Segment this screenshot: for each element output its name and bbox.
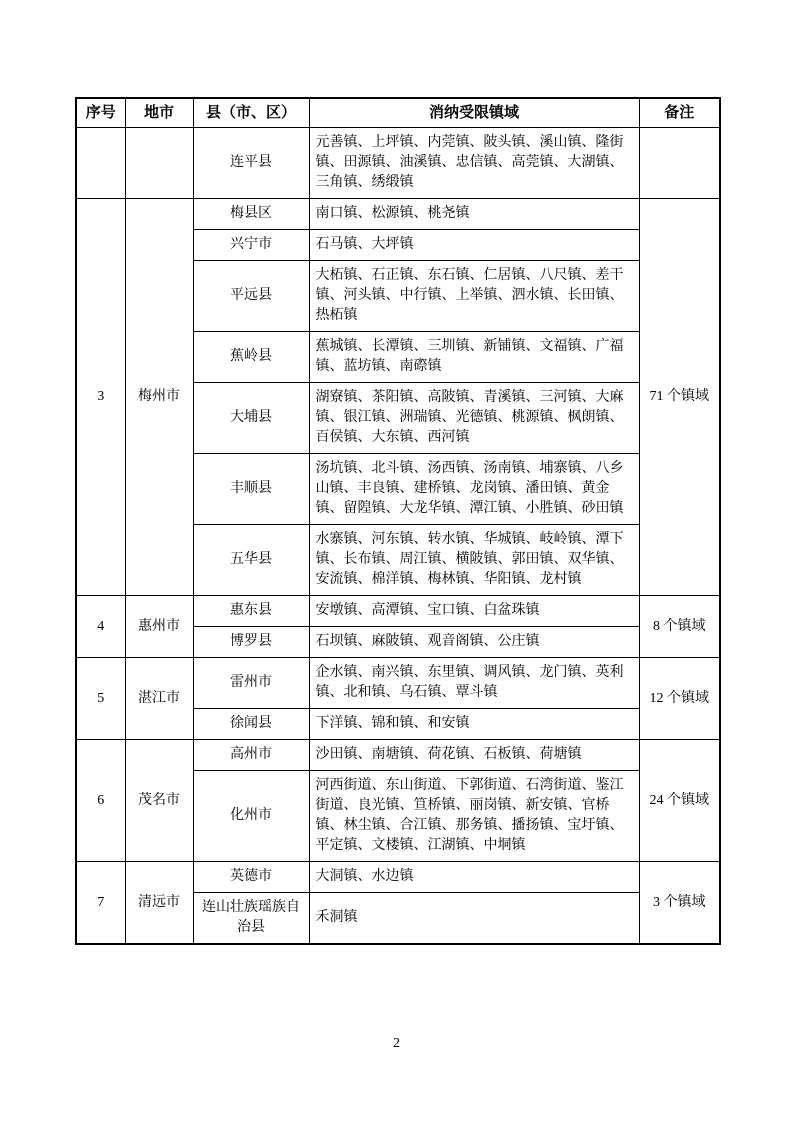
towns-cell: 蕉城镇、长潭镇、三圳镇、新铺镇、文福镇、广福镇、蓝坊镇、南磜镇 [309, 332, 639, 383]
table-body [76, 128, 720, 945]
county-cell: 英德市 [193, 862, 309, 893]
county-cell: 兴宁市 [193, 230, 309, 261]
county-cell: 梅县区 [193, 199, 309, 230]
remark-cell: 12 个镇域 [639, 658, 720, 740]
towns-cell: 水寨镇、河东镇、转水镇、华城镇、岐岭镇、潭下镇、长布镇、周江镇、横陂镇、郭田镇、双华镇、安流镇、棉洋镇、梅林镇、华阳镇、龙村镇 [309, 525, 639, 596]
towns-cell: 大洞镇、水边镇 [309, 862, 639, 893]
header-cell-county: 县（市、区） [193, 98, 309, 128]
county-cell: 化州市 [193, 771, 309, 862]
seq-cell: 6 [76, 740, 125, 862]
county-cell: 博罗县 [193, 627, 309, 658]
towns-cell: 安墩镇、高潭镇、宝口镇、白盆珠镇 [309, 596, 639, 627]
county-cell: 丰顺县 [193, 454, 309, 525]
restricted-towns-table [75, 97, 721, 945]
remark-cell [639, 128, 720, 199]
remark-cell: 24 个镇域 [639, 740, 720, 862]
county-cell: 连平县 [193, 128, 309, 199]
towns-cell: 下洋镇、锦和镇、和安镇 [309, 709, 639, 740]
towns-cell: 河西街道、东山街道、下郭街道、石湾街道、鉴江街道、良光镇、笪桥镇、丽岗镇、新安镇、官桥镇、林尘镇、合江镇、那务镇、播扬镇、宝圩镇、平定镇、文楼镇、江湖镇、中垌镇 [309, 771, 639, 862]
towns-cell: 沙田镇、南塘镇、荷花镇、石板镇、荷塘镇 [309, 740, 639, 771]
towns-cell: 禾洞镇 [309, 893, 639, 945]
towns-cell: 湖寮镇、茶阳镇、高陂镇、青溪镇、三河镇、大麻镇、银江镇、洲瑞镇、光德镇、桃源镇、枫朗镇、百侯镇、大东镇、西河镇 [309, 383, 639, 454]
page-number: 2 [393, 1036, 400, 1051]
city-cell: 湛江市 [125, 658, 193, 740]
city-cell [125, 128, 193, 199]
table-row [76, 128, 720, 199]
table-row [76, 740, 720, 771]
table-row [76, 596, 720, 627]
towns-cell: 南口镇、松源镇、桃尧镇 [309, 199, 639, 230]
county-cell: 大埔县 [193, 383, 309, 454]
header-cell-city: 地市 [125, 98, 193, 128]
towns-cell: 企水镇、南兴镇、东里镇、调风镇、龙门镇、英利镇、北和镇、乌石镇、覃斗镇 [309, 658, 639, 709]
header-cell-remark: 备注 [639, 98, 720, 128]
county-cell: 连山壮族瑶族自治县 [193, 893, 309, 945]
towns-cell: 汤坑镇、北斗镇、汤西镇、汤南镇、埔寨镇、八乡山镇、丰良镇、建桥镇、龙岗镇、潘田镇、黄金镇、留隍镇、大龙华镇、潭江镇、小胜镇、砂田镇 [309, 454, 639, 525]
county-cell: 徐闻县 [193, 709, 309, 740]
city-cell: 惠州市 [125, 596, 193, 658]
table-row [76, 199, 720, 230]
county-cell: 惠东县 [193, 596, 309, 627]
towns-cell: 石马镇、大坪镇 [309, 230, 639, 261]
table-row [76, 862, 720, 893]
header-cell-towns: 消纳受限镇域 [309, 98, 639, 128]
seq-cell: 4 [76, 596, 125, 658]
towns-cell: 石坝镇、麻陂镇、观音阁镇、公庄镇 [309, 627, 639, 658]
table-row [76, 658, 720, 709]
county-cell: 雷州市 [193, 658, 309, 709]
header-cell-seq: 序号 [76, 98, 125, 128]
city-cell: 茂名市 [125, 740, 193, 862]
city-cell: 清远市 [125, 862, 193, 945]
remark-cell: 3 个镇域 [639, 862, 720, 945]
towns-cell: 元善镇、上坪镇、内莞镇、陂头镇、溪山镇、隆街镇、田源镇、油溪镇、忠信镇、高莞镇、大湖镇、三角镇、绣缎镇 [309, 128, 639, 199]
towns-cell: 大柘镇、石正镇、东石镇、仁居镇、八尺镇、差干镇、河头镇、中行镇、上举镇、泗水镇、长田镇、热柘镇 [309, 261, 639, 332]
seq-cell [76, 128, 125, 199]
remark-cell: 8 个镇域 [639, 596, 720, 658]
seq-cell: 5 [76, 658, 125, 740]
county-cell: 蕉岭县 [193, 332, 309, 383]
city-cell: 梅州市 [125, 199, 193, 596]
table-header-row [76, 98, 720, 128]
county-cell: 五华县 [193, 525, 309, 596]
county-cell: 高州市 [193, 740, 309, 771]
seq-cell: 7 [76, 862, 125, 945]
county-cell: 平远县 [193, 261, 309, 332]
seq-cell: 3 [76, 199, 125, 596]
remark-cell: 71 个镇域 [639, 199, 720, 596]
